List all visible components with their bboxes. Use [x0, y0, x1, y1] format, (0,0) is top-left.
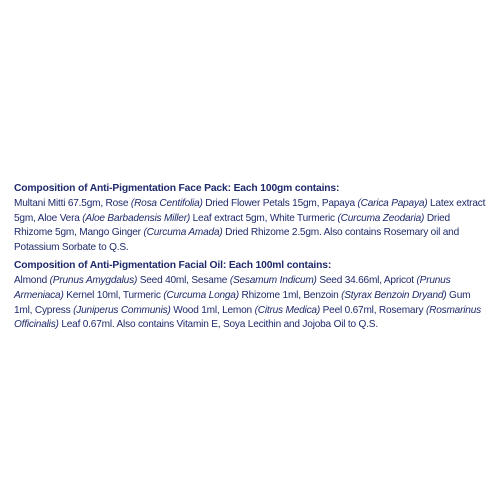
- ingredient-text: Wood 1ml, Lemon: [170, 304, 255, 316]
- ingredient-text: Leaf 0.67ml. Also contains Vitamin E, Soya Lecithin and Jojoba Oil to Q.S.: [58, 319, 378, 331]
- ingredient-text: Dried Rhizome 5gm, Mango Ginger: [14, 212, 450, 239]
- ingredient-text: Leaf extract 5gm, White Turmeric: [190, 212, 338, 224]
- ingredient-text: Kernel 10ml, Turmeric: [63, 289, 164, 301]
- face-pack-ingredients: [14, 197, 488, 255]
- ingredient-text: Seed 40ml, Sesame: [137, 275, 230, 287]
- botanical-name: (Juniperus Communis): [73, 304, 171, 316]
- ingredient-text: Latex extract 5gm, Aloe Vera: [14, 198, 486, 224]
- botanical-name: (Citrus Medica): [254, 304, 321, 316]
- ingredient-text: Almond: [14, 275, 50, 287]
- botanical-name: (Prunus Amygdalus): [49, 275, 138, 287]
- botanical-name: (Curcuma Amada): [143, 227, 223, 239]
- botanical-name: (Prunus Armeniaca): [14, 275, 451, 301]
- botanical-name: (Rosmarinus Officinalis): [14, 304, 481, 331]
- ingredient-text: Rhizome 1ml, Benzoin: [238, 289, 342, 301]
- facial-oil-section: [14, 259, 488, 332]
- ingredient-text: Dried Flower Petals 15gm, Papaya: [202, 198, 358, 209]
- botanical-name: (Carica Papaya): [357, 198, 428, 209]
- botanical-name: (Styrax Benzoin Dryand): [341, 289, 447, 301]
- botanical-name: (Sesamum Indicum): [229, 275, 317, 287]
- composition-document: [14, 182, 488, 337]
- ingredient-text: Seed 34.66ml, Apricot: [316, 275, 417, 287]
- ingredient-text: Multani Mitti 67.5gm, Rose: [14, 198, 131, 209]
- ingredient-text: Gum 1ml, Cypress: [14, 289, 471, 316]
- botanical-name: (Curcuma Zeodaria): [337, 212, 425, 224]
- botanical-name: (Rosa Centifolia): [130, 198, 203, 209]
- botanical-name: (Curcuma Longa): [163, 289, 239, 301]
- facial-oil-heading: Composition of Anti-Pigmentation Facial Oil: Each 100ml contains:: [14, 260, 332, 272]
- face-pack-heading: Composition of Anti-Pigmentation Face Pack: Each 100gm contains:: [14, 183, 340, 194]
- face-pack-section: [14, 182, 488, 255]
- ingredient-text: Peel 0.67ml, Rosemary: [320, 304, 426, 316]
- botanical-name: (Aloe Barbadensis Miller): [82, 212, 191, 224]
- ingredient-text: Dried Rhizome 2.5gm. Also contains Rosemary oil and Potassium Sorbate to Q.S.: [14, 227, 459, 253]
- facial-oil-ingredients: [14, 274, 488, 332]
